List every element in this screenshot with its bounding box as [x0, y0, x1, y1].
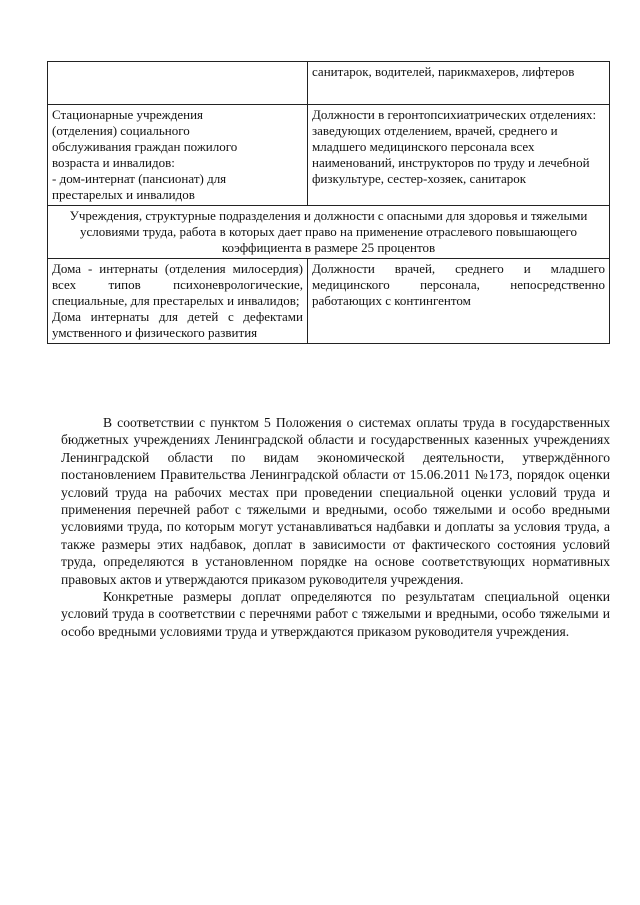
- table-row: [48, 259, 610, 344]
- institution-line: Стационарные учреждения: [52, 107, 204, 122]
- institution-line: - дом-интернат (пансионат) для: [52, 171, 227, 186]
- table-cell-positions: Должности в геронтопсихиатрических отделениях: заведующих отделением, врачей, среднего и младшего медицинского персонала всех наименований, инструкторов по труду и лечебной физкультуре, сестер-хозяек, санитарок: [308, 105, 610, 206]
- institution-line: (отделения) социального: [52, 123, 190, 138]
- table-cell-empty: [48, 62, 308, 105]
- table-cell-institution: [48, 105, 308, 206]
- paragraph: Конкретные размеры доплат определяются по результатам специальной оценки условий труда в соответствии с перечнями работ с тяжелыми и вредными, особо тяжелыми и особо вредными условиями труда и утверждаются приказом руководителя учреждения.: [61, 589, 610, 639]
- paragraph: В соответствии с пунктом 5 Положения о системах оплаты труда в государственных бюджетных учреждениях Ленинградской области и государственных казенных учреждениях Ленинградской области по видам экономической деятельности, утверждённого постановлением Правительства Ленинградской области от 15.06.2011 №173, порядок оценки условий труда на рабочих местах при проведении специальной оценки условий труда и применения перечней работ с тяжелыми и вредными, особо тяжелыми и особо вредными условиями труда, по которым могут устанавливаться надбавки и доплаты за условия труда, а также размеры этих надбавок, доплат в зависимости от фактического состояния условий труда, определяются в установленном порядке на основе соответствующих нормативных правовых актов и утверждаются приказом руководителя учреждения.: [61, 415, 610, 587]
- table-cell-positions: санитарок, водителей, парикмахеров, лифтеров: [308, 62, 610, 105]
- table-cell-positions: Должности врачей, среднего и младшего медицинского персонала, непосредственно работающих с контингентом: [308, 259, 610, 344]
- table-row: [48, 62, 610, 105]
- table-row: [48, 206, 610, 259]
- section-heading: Учреждения, структурные подразделения и должности с опасными для здоровья и тяжелыми условиями труда, работа в которых дает право на применение отраслевого повышающего коэффициента в размере 25 процентов: [48, 206, 610, 259]
- table-row: [48, 105, 610, 206]
- institution-line: обслуживания граждан пожилого: [52, 139, 238, 154]
- institution-text: Дома - интернаты (отделения милосердия) всех типов психоневрологические, специальные, для престарелых и инвалидов;: [52, 261, 303, 308]
- institution-line: возраста и инвалидов:: [52, 155, 175, 170]
- institution-line: престарелых и инвалидов: [52, 187, 195, 202]
- table-cell-institution: [48, 259, 308, 344]
- body-text: [61, 414, 610, 640]
- institution-text: Дома интернаты для детей с дефектами умственного и физического развития: [52, 309, 303, 340]
- positions-table: [47, 61, 610, 344]
